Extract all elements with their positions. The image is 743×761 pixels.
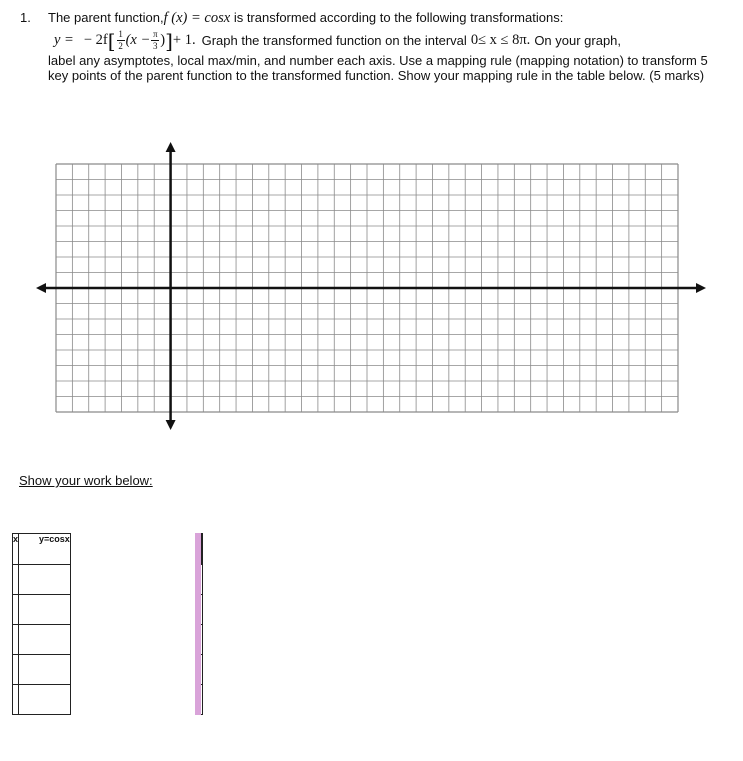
eq-close: ) bbox=[160, 31, 166, 48]
frac-den: 3 bbox=[153, 41, 158, 51]
table-cell[interactable] bbox=[200, 595, 203, 625]
table-cell[interactable] bbox=[200, 685, 203, 715]
frac-den: 2 bbox=[118, 41, 123, 51]
table-cell[interactable] bbox=[19, 685, 71, 715]
eq-plus: + 1. bbox=[172, 31, 196, 48]
x-axis-left-arrow bbox=[36, 283, 46, 293]
table-cell[interactable] bbox=[19, 595, 71, 625]
eq-x: (x − bbox=[125, 31, 151, 48]
table-cell[interactable] bbox=[19, 625, 71, 655]
fraction-pi-third bbox=[151, 30, 159, 51]
parent-function: f (x) = cosx bbox=[163, 10, 231, 26]
question-line-2 bbox=[54, 29, 725, 53]
table-cell[interactable] bbox=[19, 655, 71, 685]
mapping-table-right bbox=[195, 533, 203, 715]
intro-text-end: is transformed according to the following transformations: bbox=[233, 10, 564, 25]
question-body bbox=[48, 10, 725, 84]
graph-grid bbox=[36, 140, 708, 432]
question-line-1 bbox=[48, 10, 725, 27]
table-cell[interactable] bbox=[19, 565, 71, 595]
right-bracket: ] bbox=[165, 28, 173, 53]
frac-num: π bbox=[152, 29, 158, 39]
table-cell[interactable] bbox=[200, 655, 203, 685]
x-axis-right-arrow bbox=[696, 283, 706, 293]
axes bbox=[36, 142, 706, 430]
y-axis-up-arrow bbox=[166, 142, 176, 152]
interval: 0≤ x ≤ 8π. bbox=[470, 31, 531, 48]
graph-instruction: Graph the transformed function on the interval bbox=[201, 32, 467, 48]
question-body-text: label any asymptotes, local max/min, and number each axis. Use a mapping rule (mapping notation) to transform 5 key points of the parent function to the transformed function. Show your mapping rule in the table below. (5 marks) bbox=[48, 52, 708, 83]
table-cell[interactable] bbox=[200, 625, 203, 655]
show-work-label: Show your work below: bbox=[19, 473, 153, 488]
table-cell[interactable] bbox=[200, 565, 203, 595]
transformed-equation bbox=[54, 30, 196, 51]
fraction-half bbox=[117, 30, 125, 51]
header-blank-2 bbox=[200, 534, 203, 565]
intro-text: The parent function, bbox=[48, 10, 164, 25]
left-bracket: [ bbox=[107, 28, 116, 53]
question-number: 1. bbox=[20, 10, 31, 25]
eq-neg: − 2f bbox=[83, 31, 108, 48]
y-axis-down-arrow bbox=[166, 420, 176, 430]
graph-instruction-end: On your graph, bbox=[534, 32, 622, 48]
header-y-cosx: y=cosx bbox=[19, 534, 71, 565]
frac-num: 1 bbox=[118, 29, 123, 39]
eq-lhs: y = bbox=[54, 31, 74, 48]
mapping-table-left bbox=[12, 533, 71, 715]
header-x: x bbox=[13, 534, 19, 565]
